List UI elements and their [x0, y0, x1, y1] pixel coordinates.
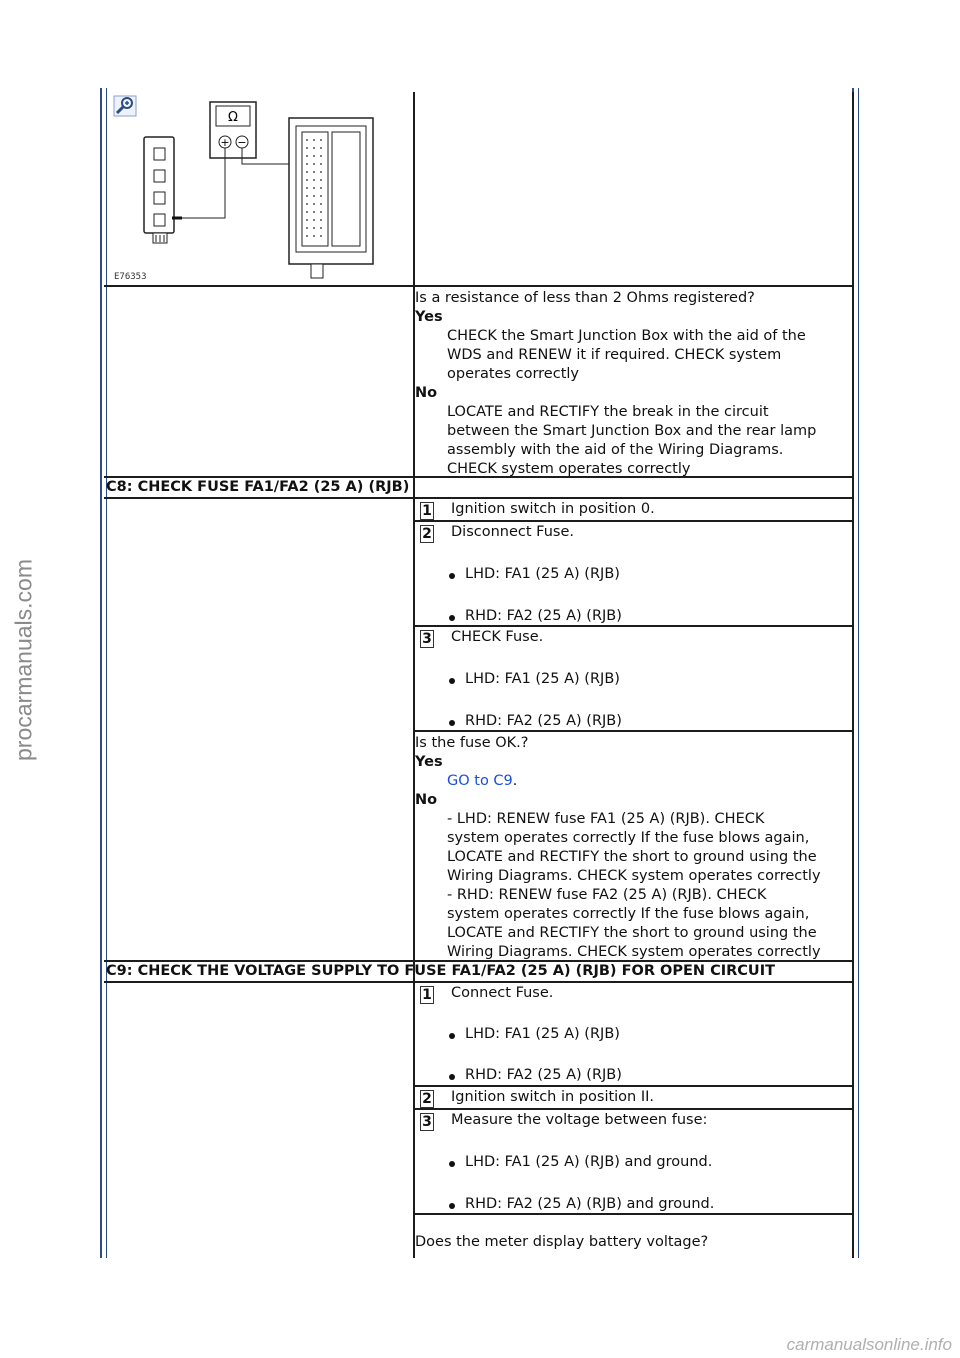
junction-box-connector	[289, 118, 373, 278]
list-item: RHD: FA2 (25 A) (RJB) and ground.	[449, 1196, 714, 1212]
list-item: RHD: FA2 (25 A) (RJB)	[449, 713, 622, 729]
voltage-question-block: Does the meter display battery voltage?	[415, 1234, 709, 1250]
fuse-question-block: Is the fuse OK.? Yes GO to C9. No - LHD: RENEW fuse FA1 (25 A) (RJB). CHECK system operates correctly If the fuse blows again, LOCATE and RECTIFY the short to ground using the Wiring Diagrams. CHECK system operates correctly - RHD: RENEW fuse FA2 (25 A) (RJB). CHECK system operates correctly If the fuse blows again, LOCATE and RECTIFY the short to ground using the Wiring Diagrams. CHECK system operates correctly	[415, 735, 821, 960]
side-watermark: procarmanuals.com	[10, 559, 37, 761]
multimeter	[182, 102, 304, 218]
c9-step-1: 1 Connect Fuse. LHD: FA1 (25 A) (RJB) RHD: FA2 (25 A) (RJB)	[415, 983, 852, 1085]
section-heading-c8: C8: CHECK FUSE FA1/FA2 (25 A) (RJB)	[106, 479, 410, 495]
list-item: LHD: FA1 (25 A) (RJB) and ground.	[449, 1154, 712, 1170]
yes-label: Yes	[415, 309, 443, 325]
question-text: Is a resistance of less than 2 Ohms registered?	[415, 290, 755, 306]
wiring-figure	[104, 92, 413, 285]
no-label: No	[415, 385, 438, 401]
list-item: LHD: FA1 (25 A) (RJB)	[449, 566, 620, 582]
list-item: RHD: FA2 (25 A) (RJB)	[449, 608, 622, 624]
c9-step-2: 2 Ignition switch in position II.	[415, 1087, 852, 1108]
connector-left	[144, 137, 182, 243]
section-heading-c9: C9: CHECK THE VOLTAGE SUPPLY TO FUSE FA1/FA2 (25 A) (RJB) FOR OPEN CIRCUIT	[106, 963, 775, 979]
c8-step-1: 1 Ignition switch in position 0.	[415, 499, 852, 520]
figure-code: E76353	[114, 272, 147, 282]
right-border	[852, 92, 854, 1258]
ohm-symbol: Ω	[228, 110, 238, 125]
c8-step-3: 3 CHECK Fuse. LHD: FA1 (25 A) (RJB) RHD: FA2 (25 A) (RJB)	[415, 627, 852, 730]
list-item: LHD: FA1 (25 A) (RJB)	[449, 671, 620, 687]
bottom-watermark: carmanualsonline.info	[786, 1335, 952, 1354]
magnify-icon[interactable]	[114, 96, 136, 116]
resistance-question-block: Is a resistance of less than 2 Ohms registered? Yes CHECK the Smart Junction Box with the aid of the WDS and RENEW it if required. CHECK system operates correctly No LOCATE and RECTIFY the break in the circuit between the Smart Junction Box and the rear lamp assembly with the aid of the Wiring Diagrams. CHECK system operates correctly	[415, 289, 852, 479]
go-to-c9-link[interactable]: GO to C9	[447, 773, 513, 789]
svg-text:−: −	[237, 136, 247, 149]
c9-step-3: 3 Measure the voltage between fuse: LHD: FA1 (25 A) (RJB) and ground. RHD: FA2 (25 A) (RJB) and ground.	[415, 1110, 852, 1213]
svg-text:+: +	[220, 136, 230, 149]
list-item: LHD: FA1 (25 A) (RJB)	[449, 1026, 620, 1042]
list-item: RHD: FA2 (25 A) (RJB)	[449, 1067, 622, 1083]
c8-step-2: 2 Disconnect Fuse. LHD: FA1 (25 A) (RJB) RHD: FA2 (25 A) (RJB)	[415, 522, 852, 625]
